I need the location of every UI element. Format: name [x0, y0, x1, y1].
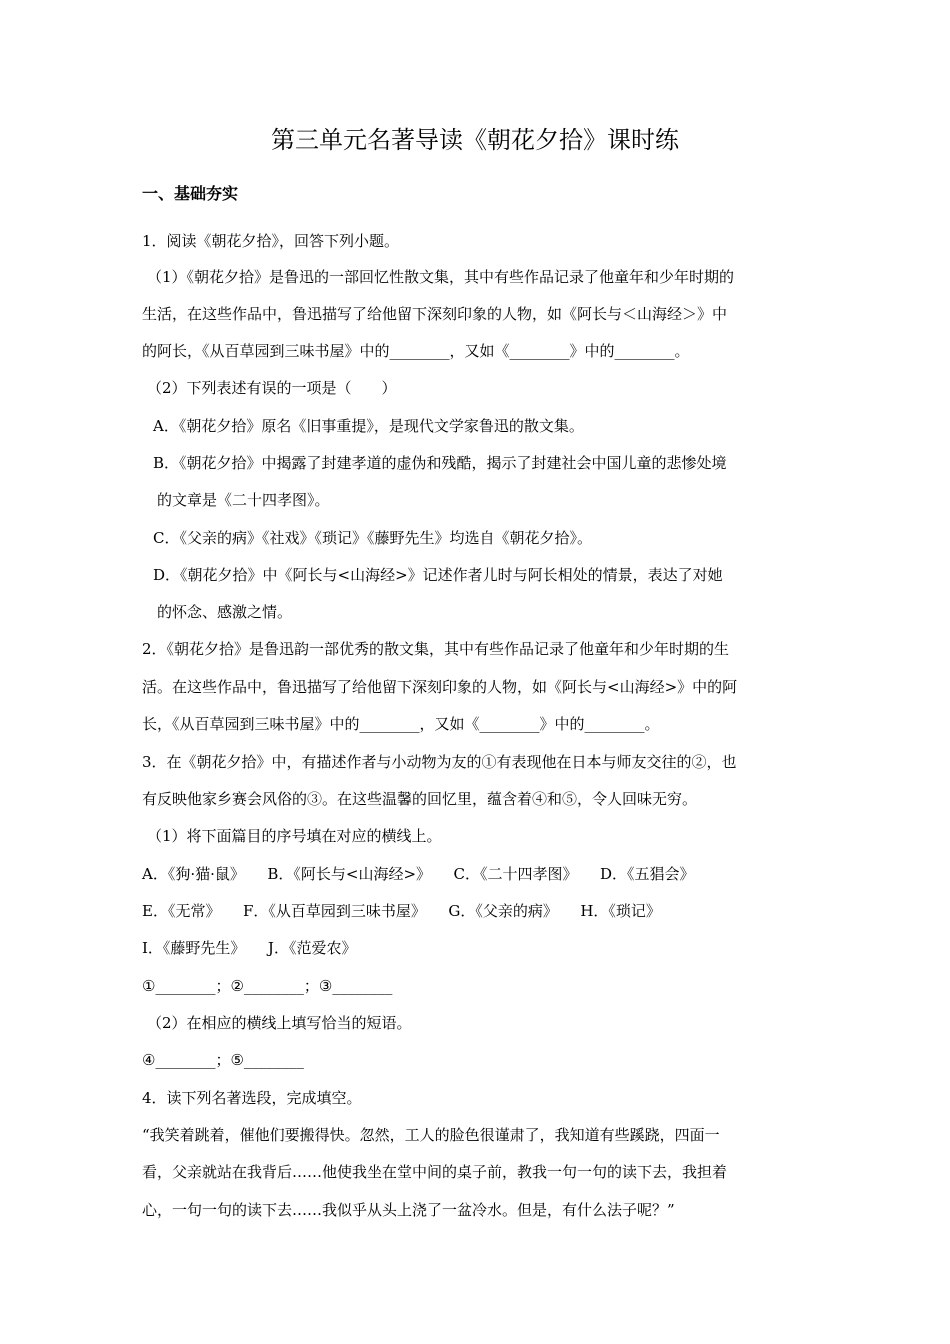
question-2-stem: 2．《朝花夕拾》是鲁迅韵一部优秀的散文集，其中有些作品记录了他童年和少年时期的生: [142, 640, 730, 658]
question-2-blanks: 长，《从百草园到三味书屋》中的________，又如《________》中的________。: [142, 715, 660, 733]
question-1-part-1-blanks: 的阿长，《从百草园到三味书屋》中的________，又如《________》中的________。: [142, 342, 690, 360]
question-3-options-row-3: I．《藤野先生》 J．《范爱农》: [142, 939, 357, 957]
question-3-options-row-1: A．《狗·猫·鼠》 B．《阿长与<山海经>》 C．《二十四孝图》 D．《五猖会》: [142, 865, 695, 883]
question-3-answer-blanks-1: ①________；②________；③________: [142, 977, 393, 995]
document-title: 第三单元名著导读《朝花夕拾》课时练: [271, 126, 679, 154]
question-1-part-1: （1）《朝花夕拾》是鲁迅的一部回忆性散文集，其中有些作品记录了他童年和少年时期的: [147, 268, 735, 286]
option-b: B．《朝花夕拾》中揭露了封建孝道的虚伪和残酷，揭示了封建社会中国儿童的悲惨处境: [153, 454, 727, 472]
question-1-part-1-cont: 生活，在这些作品中，鲁迅描写了给他留下深刻印象的人物，如《阿长与＜山海经＞》中: [142, 305, 728, 323]
question-4-excerpt-line-3: 心，一句一句的读下去……我似乎从头上浇了一盆冷水。但是，有什么法子呢？”: [142, 1201, 675, 1219]
option-d: D．《朝花夕拾》中《阿长与<山海经>》记述作者儿时与阿长相处的情景，表达了对她: [153, 566, 723, 584]
question-3-cont: 有反映他家乡赛会风俗的③。在这些温馨的回忆里，蕴含着④和⑤，令人回味无穷。: [142, 790, 698, 808]
question-4-stem: 4．读下列名著选段，完成填空。: [142, 1089, 362, 1107]
option-c: C．《父亲的病》《社戏》《琐记》《藤野先生》均选自《朝花夕拾》。: [153, 529, 592, 547]
option-b-cont: 的文章是《二十四孝图》。: [157, 491, 330, 509]
section-heading: 一、基础夯实: [142, 184, 239, 203]
question-3-answer-blanks-2: ④________；⑤________: [142, 1051, 304, 1069]
question-2-cont: 活。在这些作品中，鲁迅描写了给他留下深刻印象的人物，如《阿长与<山海经>》中的阿: [142, 678, 738, 696]
question-1-part-2: （2）下列表述有误的一项是（ ）: [147, 379, 397, 397]
question-4-excerpt-line-1: “我笑着跳着，催他们要搬得快。忽然，工人的脸色很谨肃了，我知道有些蹊跷，四面一: [142, 1126, 720, 1144]
question-3-stem: 3．在《朝花夕拾》中，有描述作者与小动物为友的①有表现他在日本与师友交往的②，也: [142, 753, 737, 771]
question-3-part-2: （2）在相应的横线上填写恰当的短语。: [147, 1014, 412, 1032]
question-4-excerpt-line-2: 看，父亲就站在我背后……他使我坐在堂中间的桌子前，教我一句一句的读下去，我担着: [142, 1163, 728, 1181]
option-a: A．《朝花夕拾》原名《旧事重提》，是现代文学家鲁迅的散文集。: [153, 417, 584, 435]
question-3-options-row-2: E．《无常》 F．《从百草园到三味书屋》 G．《父亲的病》 H．《琐记》: [142, 902, 661, 920]
question-1-stem: 1．阅读《朝花夕拾》，回答下列小题。: [142, 232, 400, 250]
question-3-part-1: （1）将下面篇目的序号填在对应的横线上。: [147, 827, 442, 845]
option-d-cont: 的怀念、感激之情。: [157, 603, 293, 621]
